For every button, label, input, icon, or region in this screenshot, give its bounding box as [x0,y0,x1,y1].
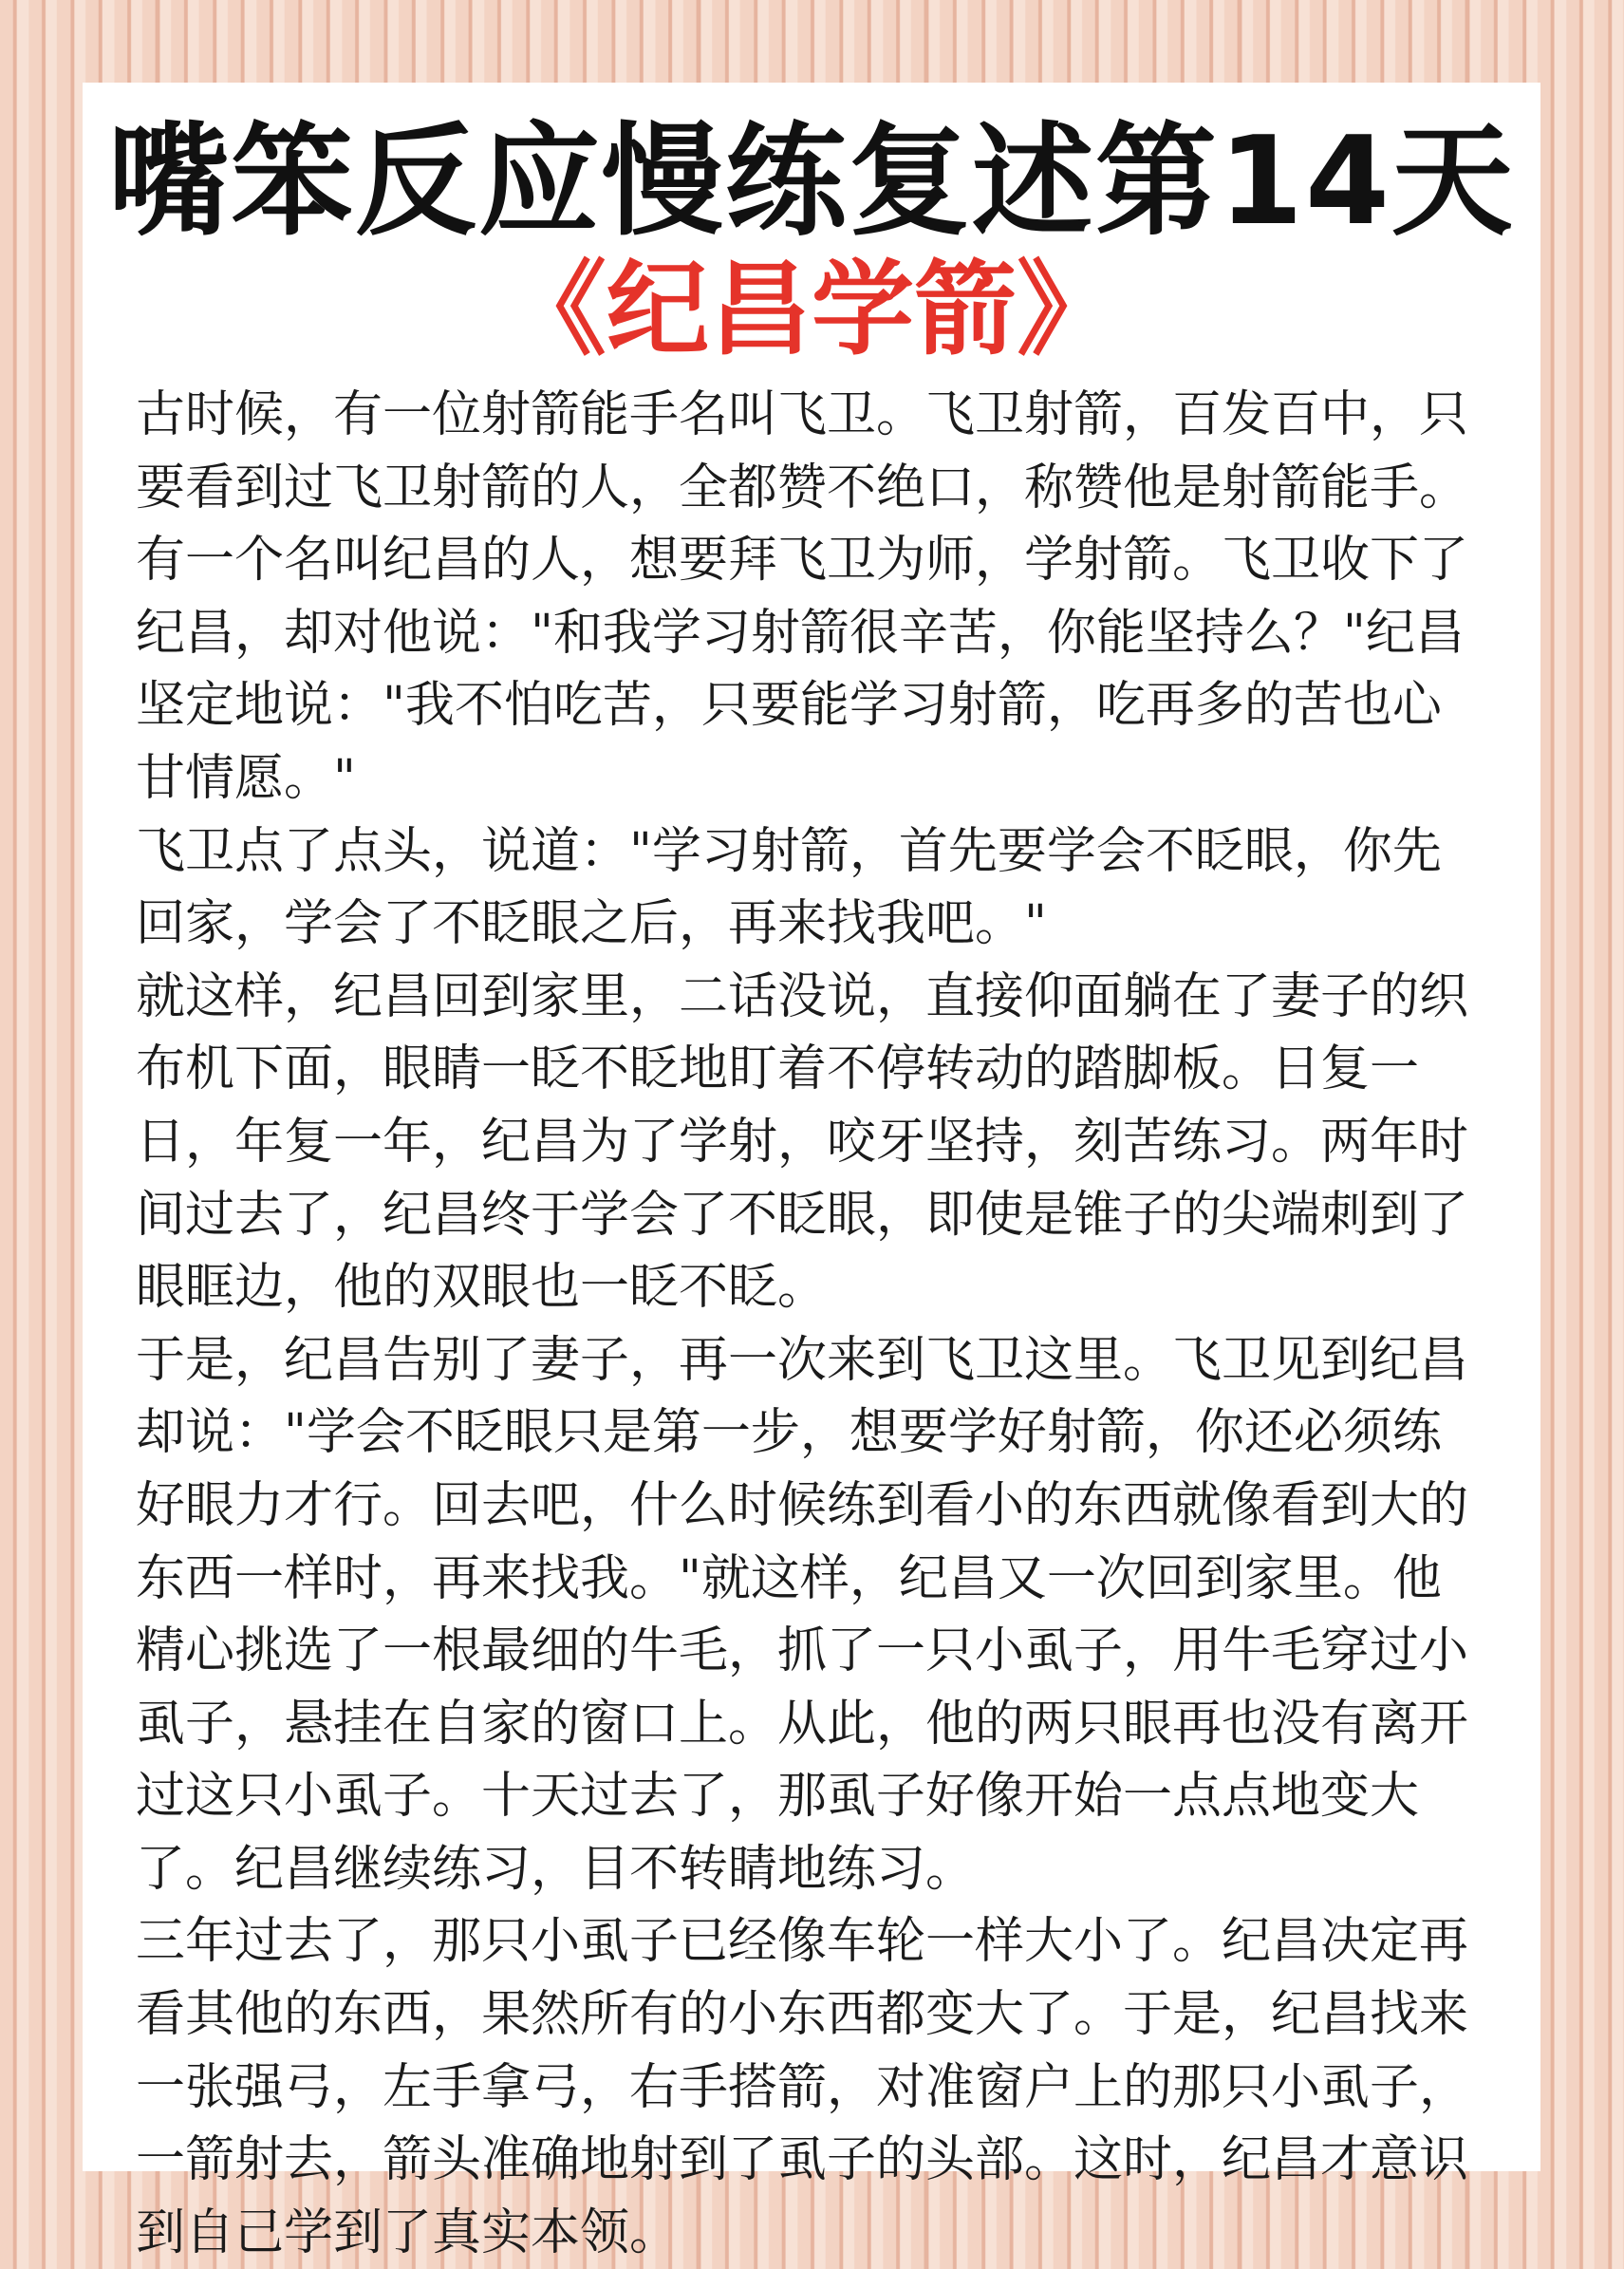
story-paragraph-6: 三年过去了，那只小虱子已经像车轮一样大小了。纪昌决定再看其他的东西，果然所有的小东西都变大了。于是，纪昌找来一张强弓，左手拿弓，右手搭箭，对准窗户上的那只小虱子，一箭射去，箭头准确地射到了虱子的头部。这时，纪昌才意识到自己学到了真实本领。 [136,1913,1469,2261]
page-title: 嘴笨反应慢练复述第14天 [107,111,1516,253]
story-title: 《纪昌学箭》 [503,251,1119,369]
story-paragraph-5: 于是，纪昌告别了妻子，再一次来到飞卫这里。飞卫见到纪昌却说："学会不眨眼只是第一步，想要学好射箭，你还必须练好眼力才行。回去吧，什么时候练到看小的东西就像看到大的东西一样时，再来找我。"就这样，纪昌又一次回到家里。他精心挑选了一根最细的牛毛，抓了一只小虱子，用牛毛穿过小虱子，悬挂在自家的窗口上。从此，他的两只眼再也没有离开过这只小虱子。十天过去了，那虱子好像开始一点点地变大了。纪昌继续练习，目不转睛地练习。 [136,1331,1469,1898]
story-paragraph-3: 飞卫点了点头，说道："学习射箭，首先要学会不眨眼，你先回家，学会了不眨眼之后，再来找我吧。" [136,822,1442,953]
content-card [83,83,1540,2261]
story-paragraph-2: 有一个名叫纪昌的人，想要拜飞卫为师，学射箭。飞卫收下了纪昌，却对他说："和我学习射箭很辛苦，你能坚持么？"纪昌坚定地说："我不怕吃苦，只要能学习射箭，吃再多的苦也心甘情愿。" [136,532,1469,807]
story-paragraph-1: 古时候，有一位射箭能手名叫飞卫。飞卫射箭，百发百中，只要看到过飞卫射箭的人，全都赞不绝口，称赞他是射箭能手。 [136,386,1469,516]
story-body [136,379,1487,2269]
story-paragraph-4: 就这样，纪昌回到家里，二话没说，直接仰面躺在了妻子的织布机下面，眼睛一眨不眨地盯着不停转动的踏脚板。日复一日，年复一年，纪昌为了学射，咬牙坚持，刻苦练习。两年时间过去了，纪昌终于学会了不眨眼，即使是锥子的尖端刺到了眼眶边，他的双眼也一眨不眨。 [136,967,1469,1317]
